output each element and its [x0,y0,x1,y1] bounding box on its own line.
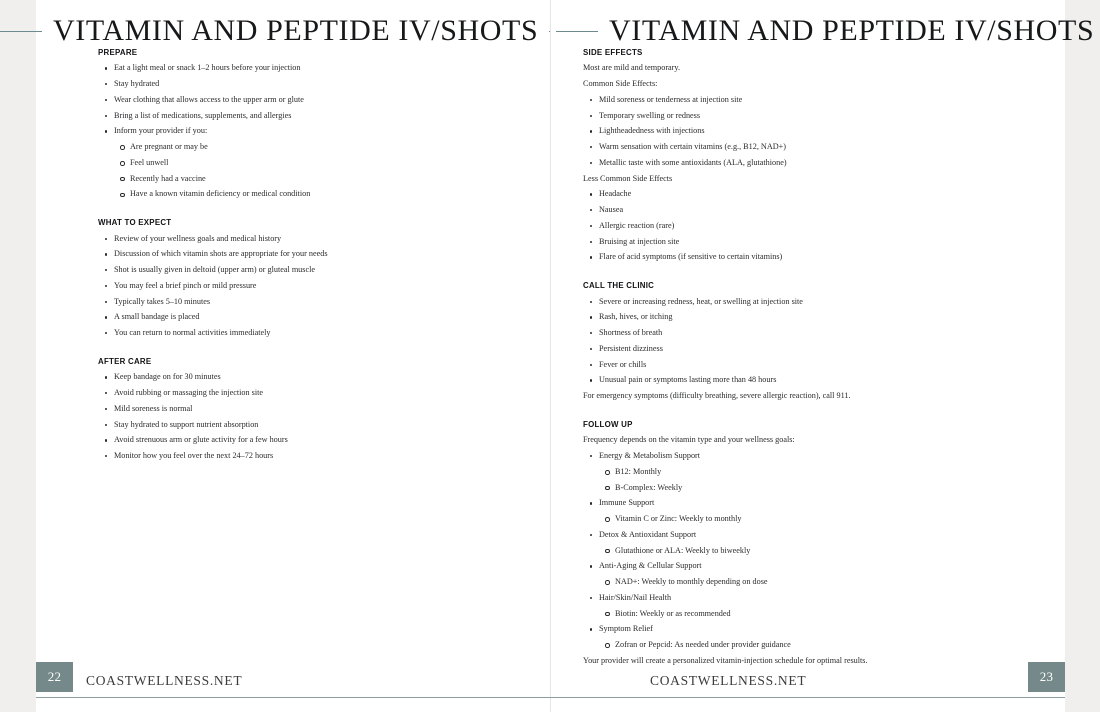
bullet-item: Nausea [583,202,963,218]
sub-bullet-item: Zofran or Pepcid: As needed under provider guidance [599,637,963,653]
sub-bullet-list [599,543,963,559]
left-column-content [98,46,408,464]
bullet-item: Unusual pain or symptoms lasting more than 48 hours [583,372,963,388]
footer-rule-left [36,697,550,698]
bullet-item: Metallic taste with some antioxidants (ALA, glutathione) [583,155,963,171]
follow-up-closing: Your provider will create a personalized vitamin-injection schedule for optimal results. [583,655,868,665]
page-right [550,0,1095,712]
sub-bullet-list [114,139,408,202]
page-right-title: VITAMIN AND PEPTIDE IV/SHOTS [609,14,1095,47]
bullet-item: Persistent dizziness [583,341,963,357]
bullet-item: Eat a light meal or snack 1–2 hours before your injection [98,60,408,76]
section-call-the-clinic-heading: CALL THE CLINIC [583,281,655,291]
side-effects-intro: Most are mild and temporary. [583,63,681,73]
sub-bullet-item: B-Complex: Weekly [599,480,963,496]
sub-bullet-item: Biotin: Weekly or as recommended [599,606,963,622]
page-right-footer [550,662,1065,692]
section-follow-up-heading: FOLLOW UP [583,419,633,429]
bullet-item: Shot is usually given in deltoid (upper arm) or gluteal muscle [98,262,408,278]
sub-bullet-item: Glutathione or ALA: Weekly to biweekly [599,543,963,559]
sub-bullet-list [599,574,963,590]
bullet-item: Monitor how you feel over the next 24–72 hours [98,448,408,464]
bullet-item: Energy & Metabolism Support B12: Monthly B-Complex: Weekly [583,448,963,495]
bullet-item: Stay hydrated to support nutrient absorption [98,417,408,433]
bullet-item: A small bandage is placed [98,309,408,325]
bullet-item: Warm sensation with certain vitamins (e.g., B12, NAD+) [583,139,963,155]
page-left-footer [36,662,550,692]
emergency-note: For emergency symptoms (difficulty breathing, severe allergic reaction), call 911. [583,391,851,401]
footer-rule-right [550,697,1065,698]
bullet-item: Detox & Antioxidant Support Glutathione or ALA: Weekly to biweekly [583,527,963,559]
bullet-item: Stay hydrated [98,76,408,92]
bullet-item: Review of your wellness goals and medical history [98,231,408,247]
bullet-item: Mild soreness is normal [98,401,408,417]
sub-bullet-list [599,464,963,496]
page-number-badge-left: 22 [36,662,73,692]
website-right: COASTWELLNESS.NET [650,673,807,688]
bullet-item: Bruising at injection site [583,234,963,250]
section-0 [98,46,408,202]
sub-bullet-list [599,511,963,527]
sub-bullet-item: NAD+: Weekly to monthly depending on dose [599,574,963,590]
bullet-item: Severe or increasing redness, heat, or swelling at injection site [583,294,963,310]
bullet-list [583,92,963,171]
section-call-the-clinic [583,279,963,404]
sub-bullet-item: Vitamin C or Zinc: Weekly to monthly [599,511,963,527]
page-left [36,0,550,712]
right-gutter-band [1065,0,1100,712]
bullet-item: You can return to normal activities immediately [98,325,408,341]
left-gutter-band [0,0,36,712]
bullet-item: Shortness of breath [583,325,963,341]
bullet-list [98,60,408,202]
header-rule-left-2 [556,31,598,32]
bullet-list [583,294,963,389]
section-1-heading: WHAT TO EXPECT [98,218,172,228]
section-1 [98,216,408,341]
bullet-list [583,448,963,653]
page-number-badge-right: 23 [1028,662,1065,692]
section-side-effects-heading: SIDE EFFECTS [583,48,643,57]
bullet-item: Wear clothing that allows access to the upper arm or glute [98,92,408,108]
header-rule-left [0,31,42,32]
section-2 [98,355,408,464]
page-left-header [0,14,546,48]
bullet-item: You may feel a brief pinch or mild pressure [98,278,408,294]
bullet-item: Flare of acid symptoms (if sensitive to certain vitamins) [583,249,963,265]
sub-bullet-item: B12: Monthly [599,464,963,480]
bullet-list [98,231,408,341]
bullet-item: Headache [583,186,963,202]
bullet-item: Inform your provider if you: Are pregnant or may be Feel unwell Recently had a vaccine Have a known vitamin deficiency or medical condition [98,123,408,202]
bullet-list [583,186,963,265]
bullet-item: Avoid rubbing or massaging the injection site [98,385,408,401]
bullet-item: Lightheadedness with injections [583,123,963,139]
bullet-item: Immune Support Vitamin C or Zinc: Weekly to monthly [583,495,963,527]
bullet-item: Temporary swelling or redness [583,108,963,124]
common-side-effects-label: Common Side Effects: [583,79,658,89]
bullet-item: Mild soreness or tenderness at injection site [583,92,963,108]
page-right-header [556,14,1100,48]
less-common-side-effects-label: Less Common Side Effects [583,173,673,183]
sub-bullet-item: Are pregnant or may be [114,139,408,155]
bullet-list [98,369,408,464]
section-follow-up [583,418,963,669]
bullet-item: Typically takes 5–10 minutes [98,294,408,310]
sub-bullet-item: Have a known vitamin deficiency or medical condition [114,186,408,202]
bullet-item: Bring a list of medications, supplements, and allergies [98,108,408,124]
section-2-heading: AFTER CARE [98,356,152,366]
follow-up-intro: Frequency depends on the vitamin type and your wellness goals: [583,435,795,445]
bullet-item: Discussion of which vitamin shots are appropriate for your needs [98,246,408,262]
bullet-item: Avoid strenuous arm or glute activity for a few hours [98,432,408,448]
section-0-heading: PREPARE [98,48,138,57]
website-left: COASTWELLNESS.NET [86,673,243,688]
section-side-effects [583,46,963,265]
bullet-item: Rash, hives, or itching [583,309,963,325]
bullet-item: Symptom Relief Zofran or Pepcid: As needed under provider guidance [583,621,963,653]
bullet-item: Keep bandage on for 30 minutes [98,369,408,385]
bullet-item: Anti-Aging & Cellular Support NAD+: Weekly to monthly depending on dose [583,558,963,590]
sub-bullet-list [599,637,963,653]
bullet-item: Allergic reaction (rare) [583,218,963,234]
sub-bullet-item: Recently had a vaccine [114,171,408,187]
sub-bullet-list [599,606,963,622]
bullet-item: Hair/Skin/Nail Health Biotin: Weekly or as recommended [583,590,963,622]
bullet-item: Fever or chills [583,357,963,373]
sub-bullet-item: Feel unwell [114,155,408,171]
right-column-content [583,46,963,669]
page-left-title: VITAMIN AND PEPTIDE IV/SHOTS [53,14,539,47]
